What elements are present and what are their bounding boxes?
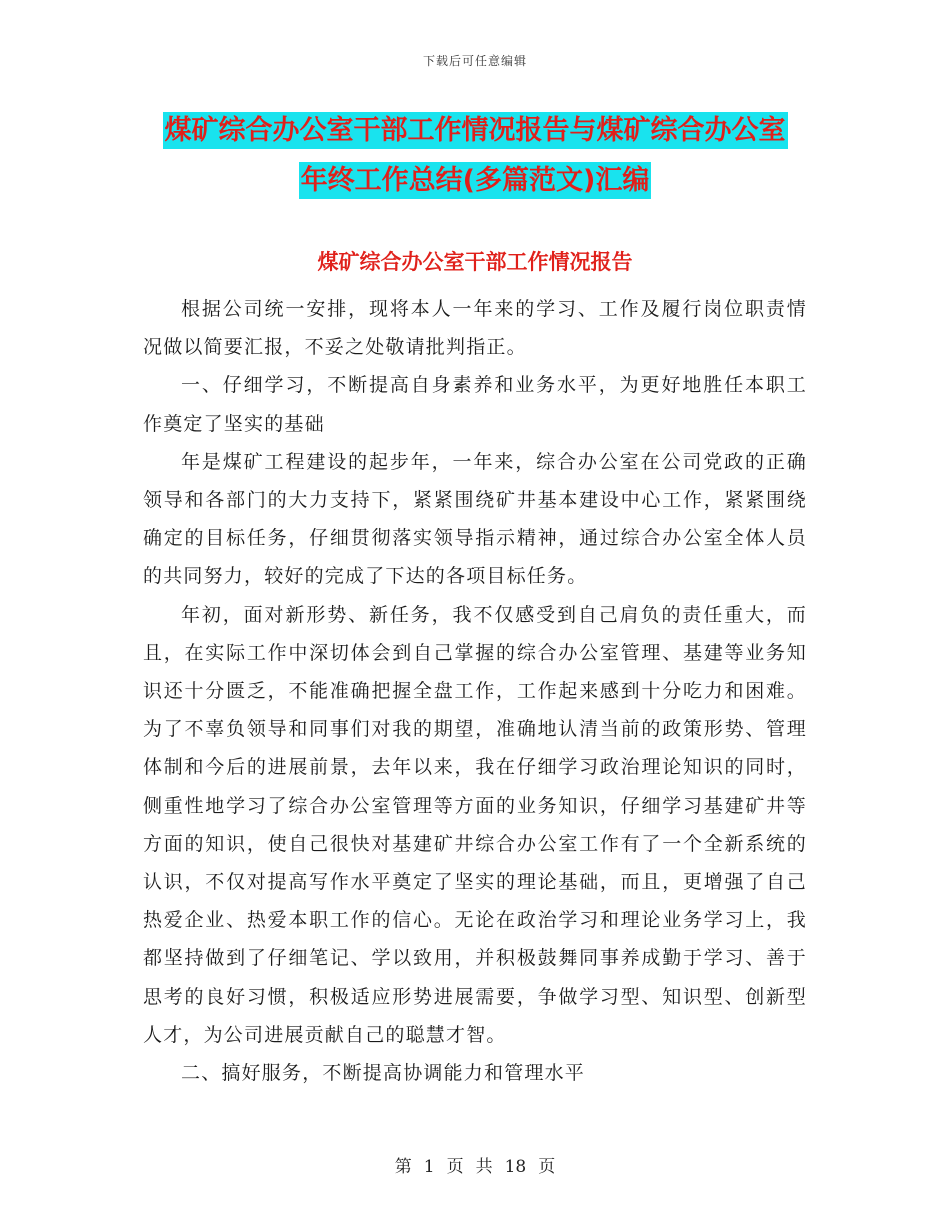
footer-total-label: 共 <box>475 1157 493 1177</box>
document-title-line-2: 年终工作总结(多篇范文)汇编 <box>299 162 652 199</box>
page-footer <box>0 1152 950 1177</box>
footer-page-prefix: 第 <box>394 1157 412 1177</box>
footer-total-pages: 18 <box>504 1157 527 1177</box>
paragraph-heading-1: 一、仔细学习，不断提高自身素养和业务水平，为更好地胜任本职工作奠定了坚实的基础 <box>143 374 807 435</box>
header-note: 下载后可任意编辑 <box>422 54 527 68</box>
document-title <box>0 106 950 206</box>
document-title-line-1: 煤矿综合办公室干部工作情况报告与煤矿综合办公室 <box>163 112 788 149</box>
section-title: 煤矿综合办公室干部工作情况报告 <box>317 250 633 274</box>
paragraph-intro: 根据公司统一安排，现将本人一年来的学习、工作及履行岗位职责情况做以简要汇报，不妥之处敬请批判指正。 <box>143 298 807 359</box>
footer-page-suffix: 页 <box>538 1157 556 1177</box>
footer-page-number: 1 <box>423 1157 435 1177</box>
paragraph-body-1: 年是煤矿工程建设的起步年，一年来，综合办公室在公司党政的正确领导和各部门的大力支持下，紧紧围绕矿井基本建设中心工作，紧紧围绕确定的目标任务，仔细贯彻落实领导指示精神，通过综合办公室全体人员的共同努力，较好的完成了下达的各项目标任务。 <box>143 450 807 588</box>
body-text <box>143 290 807 1092</box>
paragraph-heading-2: 二、搞好服务，不断提高协调能力和管理水平 <box>181 1062 586 1085</box>
footer-page-mid: 页 <box>446 1157 464 1177</box>
paragraph-body-2: 年初，面对新形势、新任务，我不仅感受到自己肩负的责任重大，而且，在实际工作中深切体会到自己掌握的综合办公室管理、基建等业务知识还十分匮乏，不能准确把握全盘工作，工作起来感到十分吃力和困难。为了不辜负领导和同事们对我的期望，准确地认清当前的政策形势、管理体制和今后的进展前景，去年以来，我在仔细学习政治理论知识的同时，侧重性地学习了综合办公室管理等方面的业务知识，仔细学习基建矿井等方面的知识，使自己很快对基建矿井综合办公室工作有了一个全新系统的认识，不仅对提高写作水平奠定了坚实的理论基础，而且，更增强了自己热爱企业、热爱本职工作的信心。无论在政治学习和理论业务学习上，我都坚持做到了仔细笔记、学以致用，并积极鼓舞同事养成勤于学习、善于思考的良好习惯，积极适应形势进展需要，争做学习型、知识型、创新型人才，为公司进展贡献自己的聪慧才智。 <box>143 603 807 1046</box>
